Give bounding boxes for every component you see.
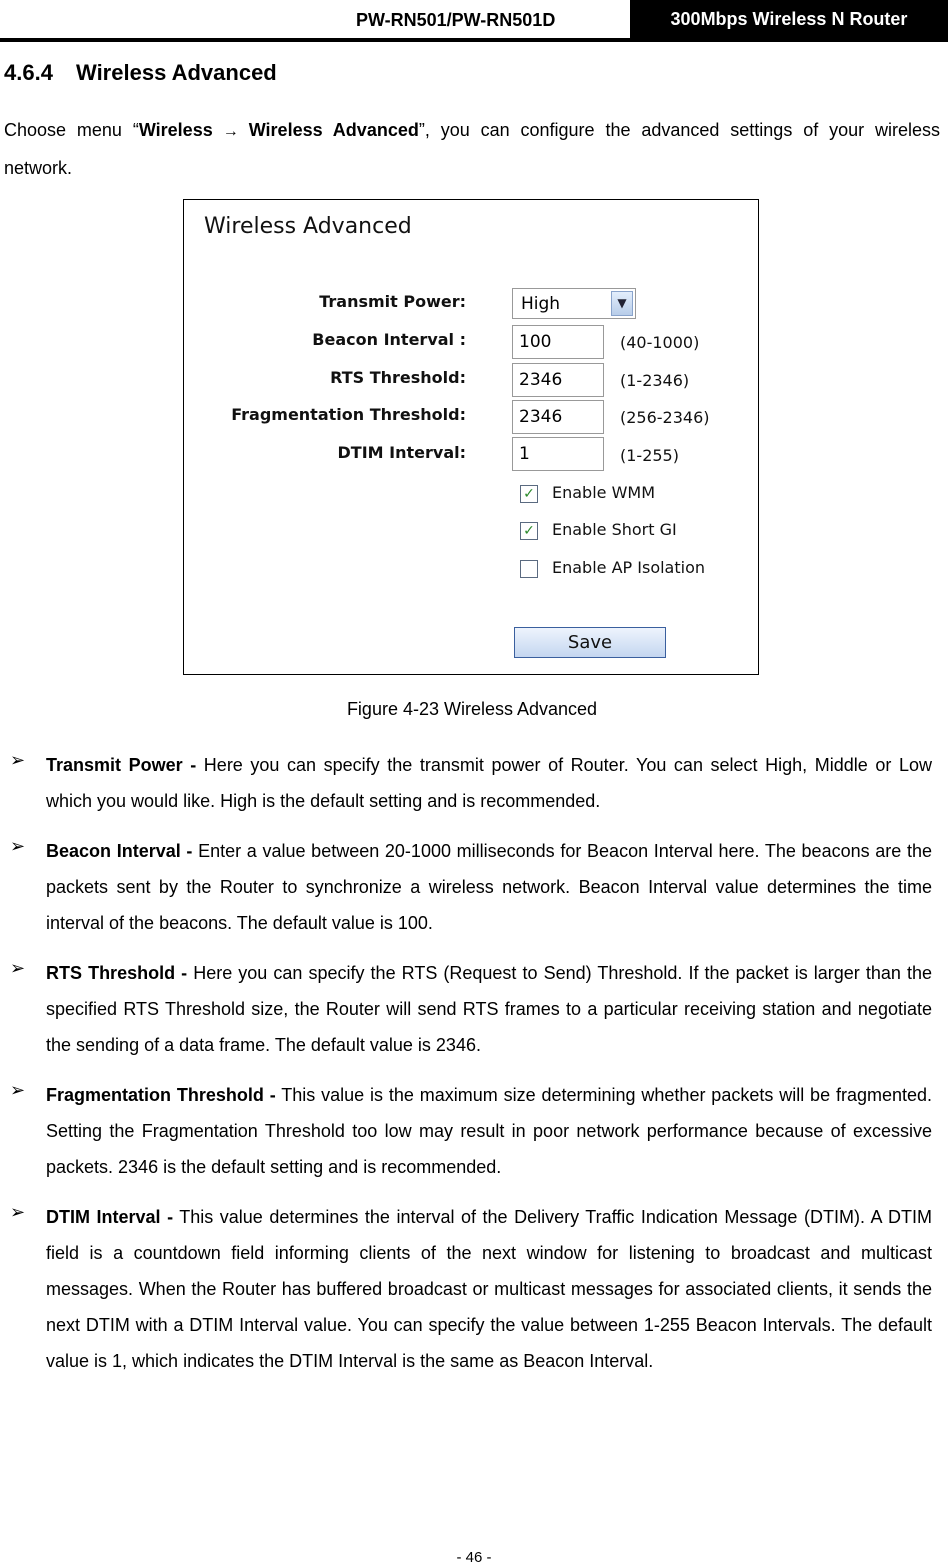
menu-wireless: Wireless [138,120,213,140]
list-item [0,747,948,819]
list-item-text: Here you can specify the RTS (Request to Send) Threshold. If the packet is larger than the specified RTS Threshold size, the Router will send RTS frames to a particular receiving station and negotiate the sending of a data frame. The default value is 2346. [46,963,932,1055]
enable-wmm-label: Enable WMM [552,483,656,502]
rts-threshold-label: RTS Threshold: [330,368,466,387]
dtim-interval-value: 1 [519,444,530,464]
wireless-advanced-figure [183,199,759,675]
save-button[interactable]: Save [514,627,666,658]
beacon-interval-label: Beacon Interval : [312,330,466,349]
list-item-text: Enter a value between 20-1000 milliseconds for Beacon Interval here. The beacons are the packets sent by the Router to synchronize a wireless network. Beacon Interval value determines the time interval of the beacons. The default value is 100. [46,841,932,933]
arrow-icon: → [222,123,239,140]
enable-short-gi-label: Enable Short GI [552,520,677,539]
intro-suffix: ”, you can configure the advanced settings of your wireless network. [4,120,940,178]
transmit-power-label: Transmit Power: [319,292,466,311]
rts-threshold-value: 2346 [519,370,563,390]
rts-threshold-range: (1-2346) [620,371,690,390]
beacon-interval-value: 100 [519,332,552,352]
header-model: PW-RN501/PW-RN501D [356,10,556,30]
fragmentation-threshold-range: (256-2346) [620,408,710,427]
list-item [0,1077,948,1185]
chevron-down-icon[interactable]: ▼ [611,291,633,316]
dtim-interval-range: (1-255) [620,446,679,465]
enable-wmm-checkbox[interactable]: ✓ [520,485,538,503]
arrow-bullet-icon: ➢ [10,958,26,979]
list-item-term: Beacon Interval - [46,841,193,861]
menu-wireless-advanced: Wireless Advanced [248,120,419,140]
dtim-interval-label: DTIM Interval: [337,443,466,462]
fragmentation-threshold-input[interactable] [512,400,604,434]
fragmentation-threshold-label: Fragmentation Threshold: [231,405,466,424]
enable-ap-isolation-label: Enable AP Isolation [552,558,706,577]
list-item [0,1199,948,1379]
enable-ap-isolation-checkbox[interactable] [520,560,538,578]
enable-short-gi-checkbox[interactable]: ✓ [520,522,538,540]
header-product: 300Mbps Wireless N Router [630,0,948,38]
parameter-list [0,747,948,1393]
transmit-power-select[interactable] [512,288,636,319]
list-item-term: RTS Threshold - [46,963,188,983]
section-number: 4.6.4 [4,60,53,85]
list-item [0,833,948,941]
list-item-term: DTIM Interval - [46,1207,174,1227]
rts-threshold-input[interactable] [512,363,604,397]
section-heading [4,60,277,86]
beacon-interval-input[interactable] [512,325,604,359]
section-title: Wireless Advanced [76,60,277,85]
dtim-interval-input[interactable] [512,437,604,471]
list-item [0,955,948,1063]
intro-prefix: Choose menu “ [4,120,139,140]
page-number: - 46 - [456,1549,492,1566]
figure-title: Wireless Advanced [204,214,412,239]
arrow-bullet-icon: ➢ [10,1080,26,1101]
transmit-power-value: High [521,294,561,314]
list-item-text: Here you can specify the transmit power of Router. You can select High, Middle or Low which you would like. High is the default setting and is recommended. [46,755,932,811]
arrow-bullet-icon: ➢ [10,836,26,857]
arrow-bullet-icon: ➢ [10,1202,26,1223]
header-rule [0,38,948,42]
list-item-text: This value is the maximum size determining whether packets will be fragmented. Setting the Fragmentation Threshold too low may result in poor network performance because of excessive packets. 2346 is the default setting and is recommended. [46,1085,932,1177]
intro-paragraph [4,112,940,186]
list-item-term: Transmit Power - [46,755,197,775]
figure-caption: Figure 4-23 Wireless Advanced [346,699,598,719]
list-item-text: This value determines the interval of the Delivery Traffic Indication Message (DTIM). A DTIM field is a countdown field informing clients of the next window for listening to broadcast and multicast messages. When the Router has buffered broadcast or multicast messages for associated clients, it sends the next DTIM with a DTIM Interval value. You can specify the value between 1-255 Beacon Intervals. The default value is 1, which indicates the DTIM Interval is the same as Beacon Interval. [46,1207,932,1371]
arrow-bullet-icon: ➢ [10,750,26,771]
list-item-term: Fragmentation Threshold - [46,1085,276,1105]
beacon-interval-range: (40-1000) [620,333,700,352]
fragmentation-threshold-value: 2346 [519,407,563,427]
